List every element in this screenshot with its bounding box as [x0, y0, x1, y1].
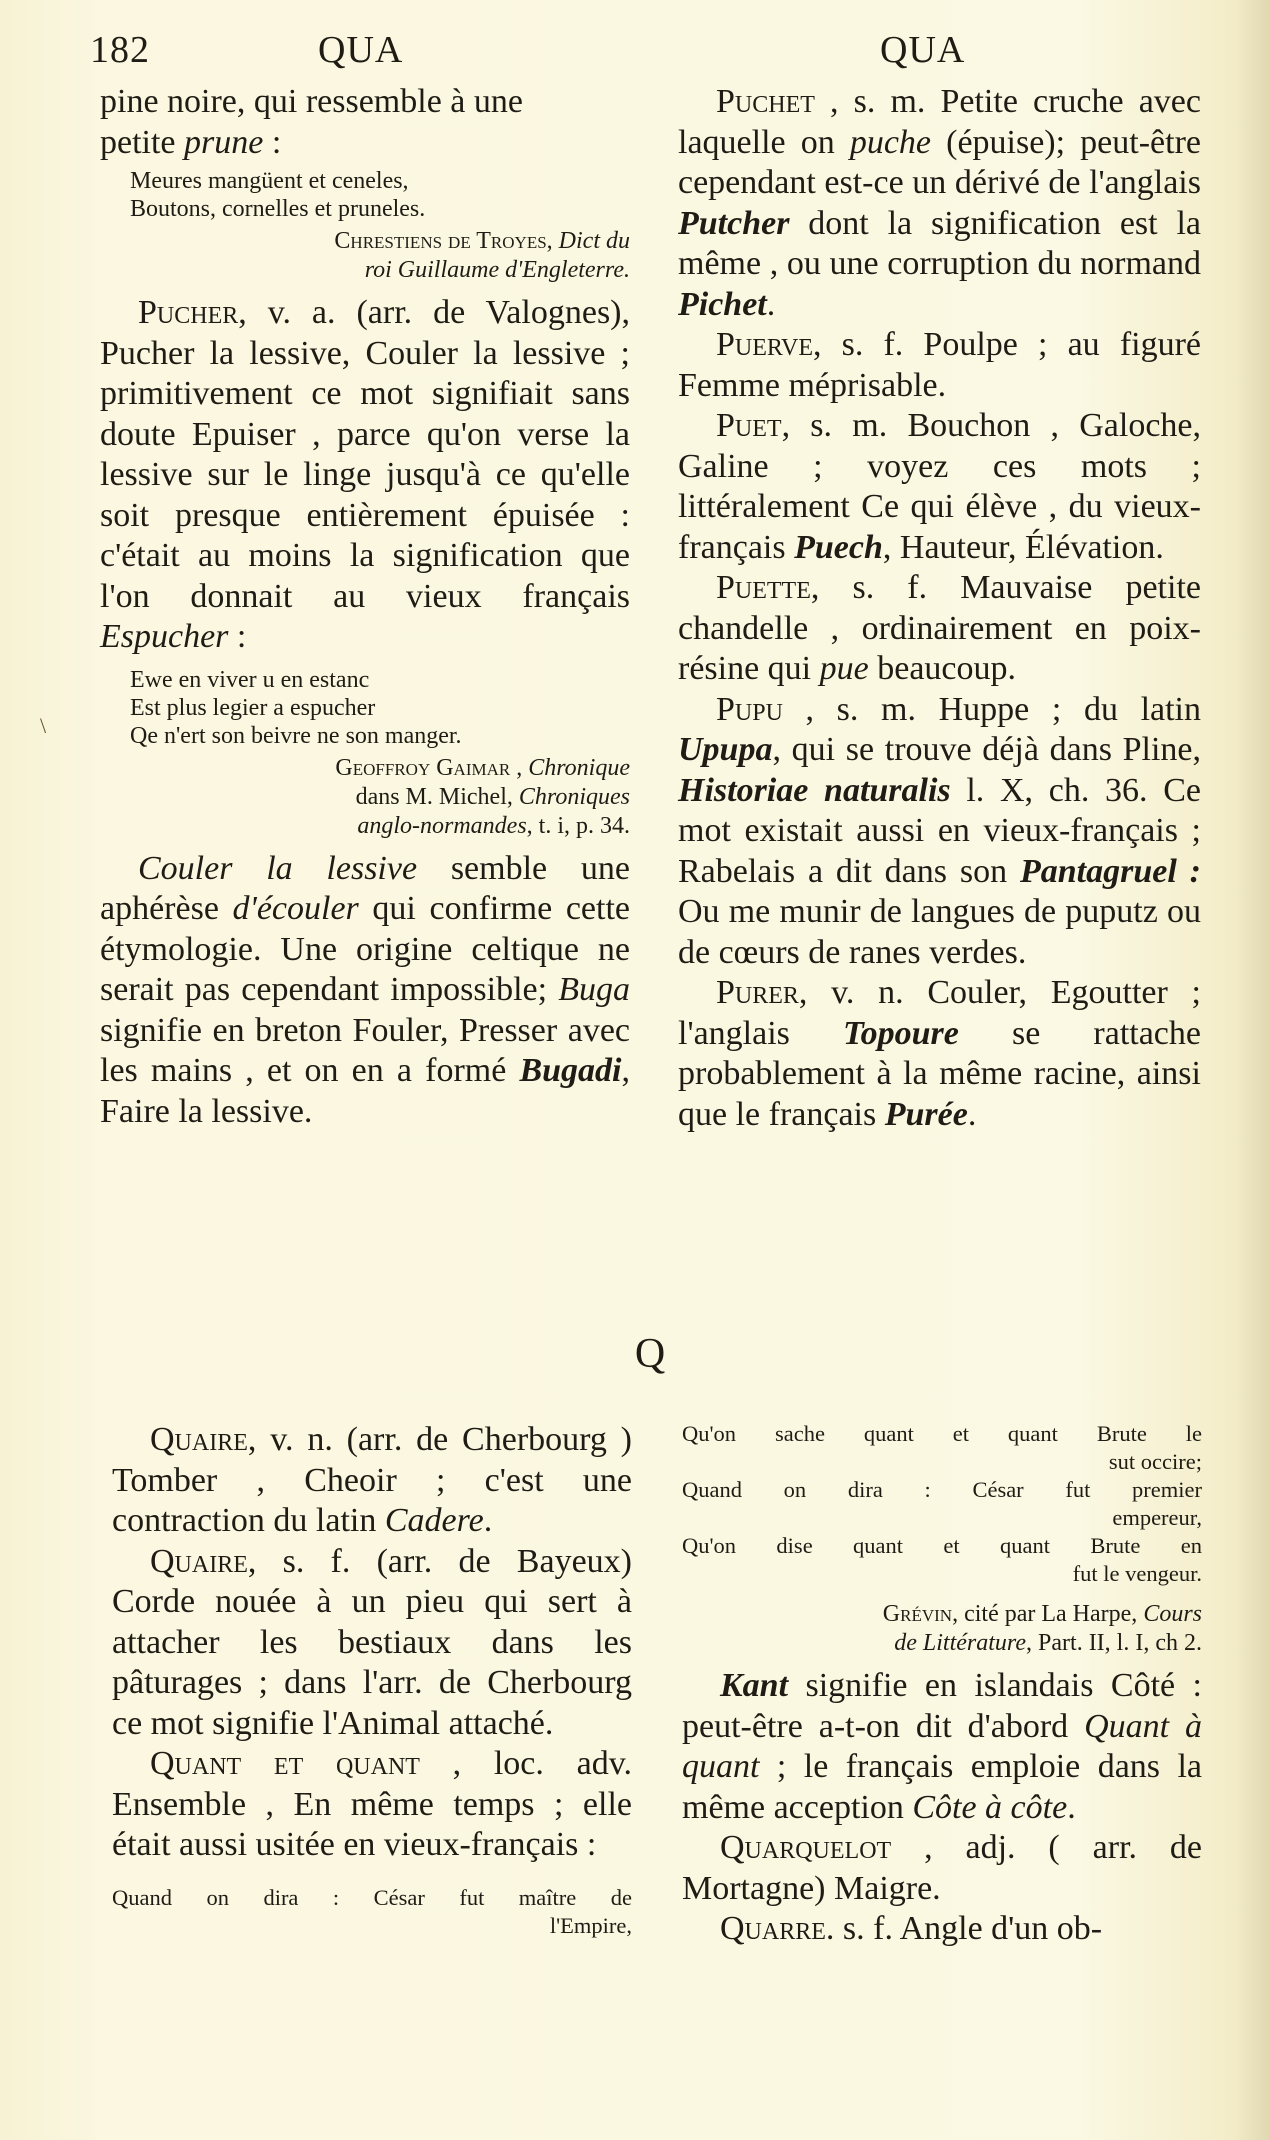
- cite-work: Chroniques: [518, 783, 630, 810]
- cite-work: roi Guillaume d'Engleterre.: [364, 257, 630, 283]
- text: ,: [510, 754, 529, 781]
- left-column-bottom: [112, 1420, 632, 1952]
- term: Buga: [558, 971, 630, 1008]
- right-column-bottom: [682, 1420, 1202, 1950]
- running-head-left: QUA: [318, 29, 404, 71]
- entry-puet: [678, 406, 1201, 568]
- verse-quote: [130, 666, 630, 750]
- verse-line: Qu'on sache quant et quant Brute le: [682, 1421, 1202, 1446]
- entry-couler: [100, 849, 630, 1133]
- headword: Quarre: [720, 1910, 826, 1947]
- entry-quarre: [682, 1909, 1202, 1950]
- definition: , s. m. Petite cruche avec laquelle on: [678, 83, 1201, 161]
- text: Ou me munir de langues de puputz ou de cœurs de ranes verdes.: [678, 893, 1201, 971]
- headword: Puet: [716, 407, 782, 444]
- cite-author: Chrestiens de Troyes: [334, 228, 547, 254]
- cite-work: Cours: [1143, 1601, 1202, 1627]
- term: Cadere: [384, 1502, 484, 1539]
- term: Putcher: [678, 204, 790, 242]
- verse-line: Est plus legier a espucher: [130, 694, 376, 721]
- text: , Faire la lessive.: [100, 1052, 630, 1130]
- cite-author: Grévin: [882, 1601, 953, 1627]
- term: Historiae naturalis: [678, 771, 951, 809]
- headword: Puchet: [716, 83, 815, 120]
- section-letter-heading: Q: [634, 1331, 666, 1377]
- term: Purée: [884, 1095, 968, 1133]
- citation: [682, 1600, 1202, 1658]
- text: .: [1067, 1788, 1076, 1826]
- headword: Quarquelot: [720, 1829, 892, 1866]
- term: Topoure: [842, 1014, 959, 1052]
- continuation-paragraph: [100, 82, 630, 163]
- term: Espucher: [100, 618, 229, 655]
- definition: , s. m. Huppe ; du latin: [782, 690, 1201, 728]
- definition: . s. f. Angle d'un ob-: [825, 1910, 1103, 1947]
- verse-line-continuation: sut occire;: [1108, 1449, 1202, 1474]
- verse-line: Quand on dira : César fut maître de: [112, 1884, 632, 1910]
- verse-line-continuation: empereur,: [1112, 1505, 1202, 1530]
- text: , t. i, p. 34.: [526, 812, 630, 839]
- text: .: [967, 1095, 977, 1133]
- headword: Quant et quant: [150, 1745, 420, 1782]
- headword: Puette: [716, 569, 811, 606]
- cite-author: Geoffroy Gaimar: [335, 754, 511, 781]
- term: puche: [849, 123, 932, 161]
- entry-quarquelot: [682, 1828, 1202, 1909]
- definition: , s. m. Bouchon , Galoche, Galine ; voyez ces mots ; littéralement Ce qui élève , du vieux-français: [678, 407, 1201, 566]
- headword: Purer: [716, 974, 799, 1011]
- text: se rattache probablement à la même racine, ainsi que le français: [678, 1014, 1201, 1133]
- verse-line: Boutons, cornelles et pruneles.: [130, 196, 426, 222]
- text: signifie en breton Fouler, Presser avec les mains , et on en a formé: [100, 1011, 630, 1089]
- entry-puette: [678, 568, 1201, 690]
- left-column-top: [100, 82, 630, 1132]
- headword: Pucher: [138, 294, 239, 331]
- entry-puchet: [678, 82, 1201, 325]
- term: Couler la lessive: [138, 849, 418, 887]
- term: Quant à quant: [682, 1707, 1202, 1785]
- entry-purer: [678, 973, 1201, 1135]
- term: Puech: [794, 528, 883, 566]
- verse-line: Qe n'ert son beivre ne son manger.: [130, 722, 462, 749]
- term: Pichet: [678, 285, 767, 323]
- term: Upupa: [678, 731, 773, 768]
- text: (épuise); peut-être cependant est-ce un dérivé de l'anglais: [678, 123, 1201, 201]
- text: , qui se trouve déjà dans Pline,: [772, 731, 1201, 768]
- text: ,: [546, 228, 559, 254]
- citation: [100, 227, 630, 285]
- definition: , s. f. (arr. de Bayeux) Corde nouée à un pieu qui sert à attacher les bestiaux dans les pâturages ; dans l'arr. de Cherbourg ce mot signifie l'Animal attaché.: [112, 1542, 632, 1742]
- cite-work: Dict du: [558, 228, 630, 254]
- definition: , adj. ( arr. de Mortagne) Maigre.: [682, 1829, 1202, 1907]
- definition: , s. f. Poulpe ; au figuré Femme méprisable.: [678, 326, 1201, 404]
- right-column-top: [678, 82, 1201, 1135]
- verse-quote: [112, 1884, 632, 1940]
- running-head-right: QUA: [880, 29, 966, 71]
- cite-work: de Littérature: [894, 1630, 1027, 1656]
- entry-puerve: [678, 325, 1201, 406]
- text: ; le français emploie dans la même acception: [682, 1748, 1202, 1826]
- cite-work: anglo-normandes: [357, 812, 527, 839]
- verse-line-continuation: l'Empire,: [549, 1912, 632, 1938]
- headword: Pupu: [716, 690, 783, 728]
- text: .: [483, 1502, 493, 1539]
- entry-quant-et-quant: [112, 1744, 632, 1866]
- text: dont la signification est la même , ou une corruption du normand: [678, 204, 1201, 282]
- cite-work: Chronique: [528, 754, 630, 781]
- definition: , v. n. Couler, Egoutter ; l'anglais: [678, 974, 1201, 1052]
- term: Kant: [720, 1667, 789, 1704]
- headword: Quaire: [150, 1542, 248, 1580]
- headword: Quaire: [150, 1421, 248, 1458]
- text: dans M. Michel,: [355, 783, 519, 810]
- term: prune: [184, 123, 264, 161]
- text: .: [766, 285, 776, 323]
- text: , Hauteur, Élévation.: [882, 528, 1164, 566]
- text: pine noire, qui ressemble à une: [100, 83, 523, 120]
- verse-line: Ewe en viver u en estanc: [130, 666, 370, 693]
- text: petite: [100, 123, 185, 161]
- verse-quote: [130, 167, 630, 223]
- text: :: [263, 123, 282, 161]
- text: semble une aphérèse: [100, 849, 630, 927]
- text: qui confirme cette étymologie. Une origine celtique ne serait pas cependant impossible;: [100, 890, 630, 1008]
- text: , Part. II, l. I, ch 2.: [1026, 1630, 1202, 1656]
- margin-mark: \: [40, 713, 47, 738]
- text: signifie en islandais Côté : peut-être a-t-on dit d'abord: [682, 1667, 1202, 1745]
- entry-quaire-noun: [112, 1542, 632, 1745]
- definition: , loc. adv. Ensemble , En même temps ; elle était aussi usitée en vieux-français :: [112, 1745, 632, 1863]
- page-number: 182: [90, 29, 150, 71]
- text: l. X, ch. 36. Ce mot existait aussi en vieux-français ; Rabelais a dit dans son: [678, 771, 1201, 890]
- term: pue: [819, 650, 869, 687]
- definition: , s. f. Mauvaise petite chandelle , ordinairement en poix-résine qui: [678, 569, 1201, 687]
- verse-quote: [682, 1420, 1202, 1588]
- verse-line: Qu'on dise quant et quant Brute en: [682, 1533, 1202, 1558]
- definition: , v. a. (arr. de Valognes), Pucher la lessive, Couler la lessive ; primitivement ce mot signifiait sans doute Epuiser , parce qu'on verse la lessive sur le linge jusqu'à ce qu'elle soit presque entièrement épuisée : c'était au moins la signification que l'on donnait au vieux français: [100, 294, 630, 615]
- page-edge-shadow: [1236, 0, 1270, 2140]
- entry-quaire-verb: [112, 1420, 632, 1542]
- entry-pucher: [100, 293, 630, 658]
- term: Bugadi: [519, 1052, 622, 1089]
- verse-line-continuation: fut le vengeur.: [1072, 1561, 1202, 1586]
- verse-line: Quand on dira : César fut premier: [682, 1477, 1202, 1502]
- text: beaucoup.: [868, 650, 1017, 687]
- definition: , v. n. (arr. de Cherbourg ) Tomber , Cheoir ; c'est une contraction du latin: [112, 1421, 632, 1539]
- term: Pantagruel :: [1020, 852, 1201, 890]
- text: :: [228, 618, 247, 655]
- citation: [100, 754, 630, 841]
- verse-line: Meures mangüent et ceneles,: [130, 168, 409, 194]
- entry-kant: [682, 1666, 1202, 1828]
- term: Côte à côte: [912, 1788, 1068, 1826]
- text: , cité par La Harpe,: [952, 1601, 1144, 1627]
- term: d'écouler: [232, 890, 359, 927]
- headword: Puerve: [716, 326, 813, 363]
- entry-pupu: [678, 690, 1201, 974]
